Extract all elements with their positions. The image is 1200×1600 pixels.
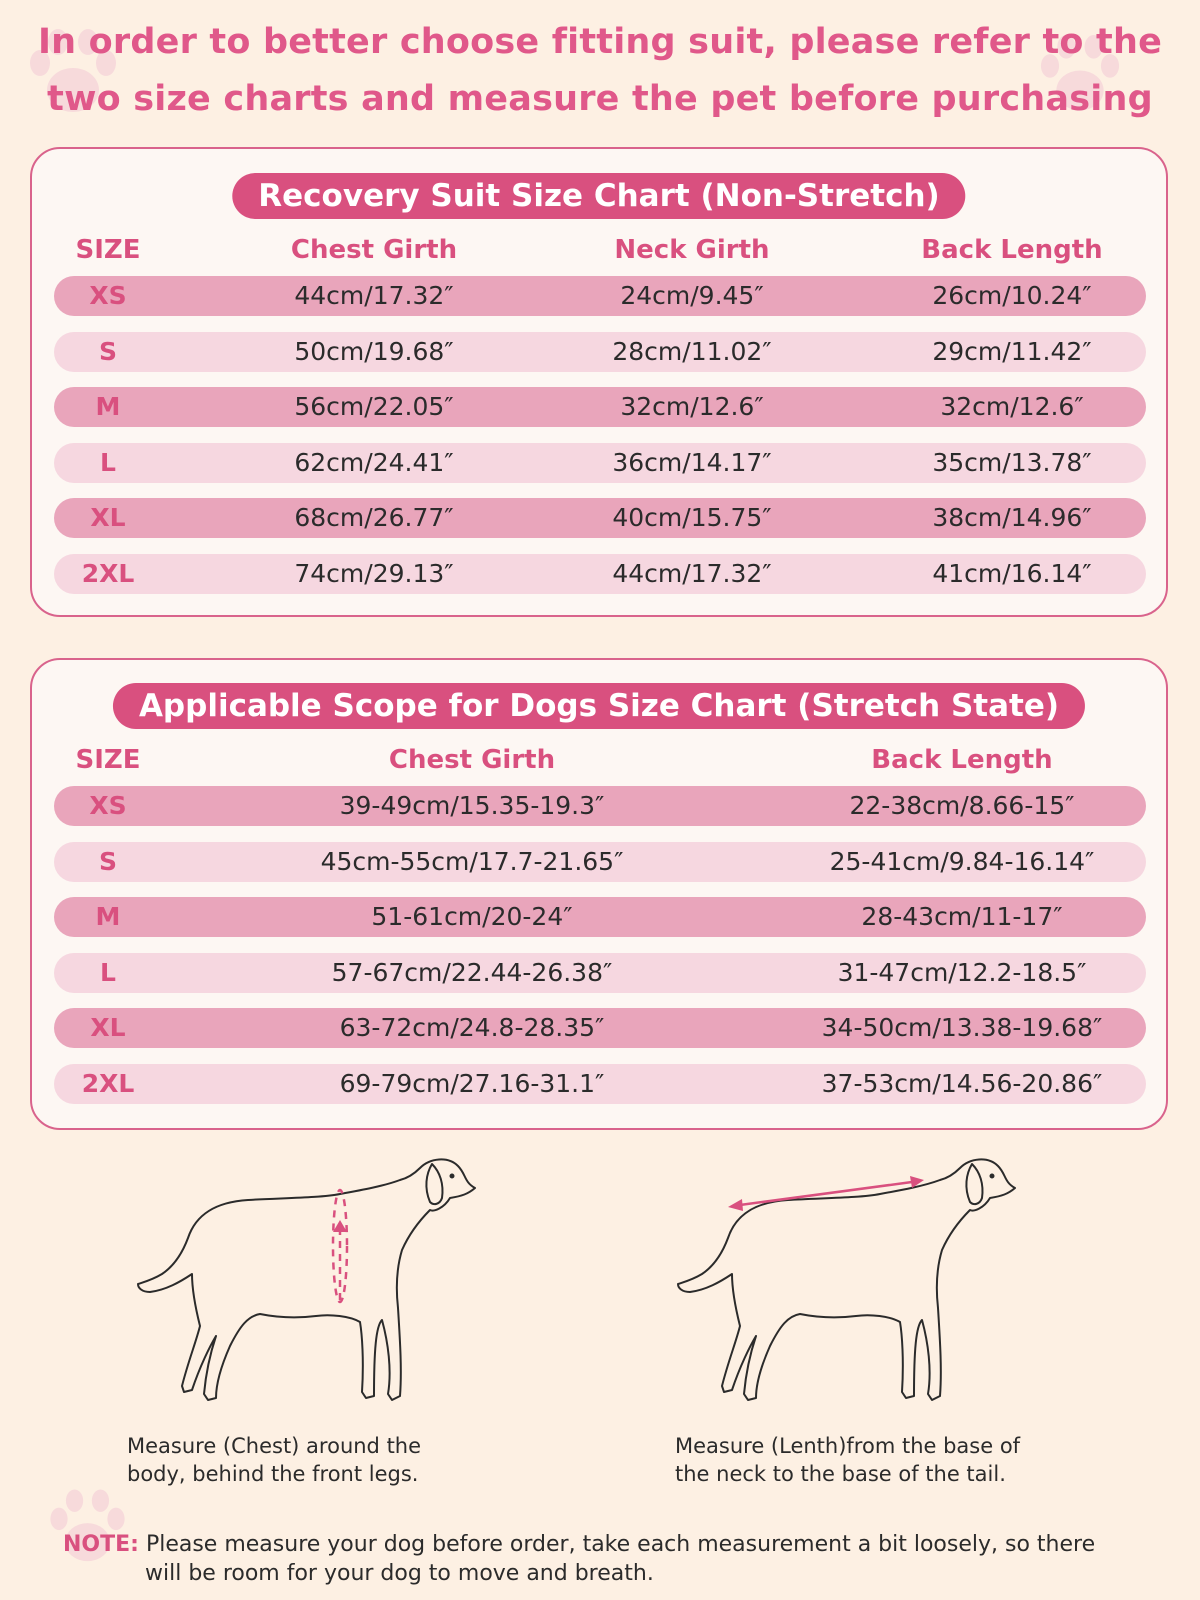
note-label: NOTE: (63, 1532, 139, 1557)
measurement-cell: 29cm/11.42″ (932, 336, 1092, 366)
measurement-cell: 74cm/29.13″ (294, 558, 454, 588)
measurement-cell: 40cm/15.75″ (612, 503, 772, 532)
measurement-cell: 28-43cm/11-17″ (861, 902, 1063, 931)
measurement-cell: 63-72cm/24.8-28.35″ (339, 1013, 605, 1042)
table-row (54, 953, 1146, 993)
table-row (54, 332, 1146, 372)
measurement-cell: 26cm/10.24″ (932, 281, 1092, 310)
measurement-cell: 32cm/12.6″ (940, 392, 1084, 421)
measurement-cell: 56cm/22.05″ (294, 392, 454, 421)
chart-title: Applicable Scope for Dogs Size Chart (Stretch State) (113, 683, 1085, 729)
table-row (54, 276, 1146, 316)
size-cell: XS (89, 281, 127, 310)
length-measure-caption (675, 1432, 1020, 1488)
measurement-cell: 68cm/26.77″ (294, 503, 454, 532)
note-line-2: will be room for your dog to move and breath. (145, 1561, 654, 1586)
size-cell: XL (90, 1013, 126, 1042)
measurement-cell: 39-49cm/15.35-19.3″ (339, 791, 605, 820)
headline-line-2: two size charts and measure the pet before purchasing (47, 79, 1153, 119)
caption-line: the neck to the base of the tail. (675, 1462, 1006, 1486)
size-cell: S (98, 846, 117, 876)
measurement-cell: 41cm/16.14″ (932, 558, 1092, 588)
measurement-cell: 38cm/14.96″ (932, 503, 1092, 532)
measurement-cell: 28cm/11.02″ (612, 336, 772, 366)
chart-title: Recovery Suit Size Chart (Non-Stretch) (232, 173, 965, 219)
table-row (54, 897, 1146, 937)
measurement-cell: 24cm/9.45″ (620, 281, 764, 310)
size-cell: XS (89, 791, 127, 820)
size-cell: M (95, 392, 121, 421)
caption-line: Measure (Lenth)from the base of (675, 1434, 1021, 1458)
measurement-cell: 44cm/17.32″ (294, 281, 454, 310)
size-cell: L (100, 957, 116, 987)
column-header-size: SIZE (75, 235, 141, 265)
size-cell: S (98, 336, 117, 366)
column-header-chest-girth: Chest Girth (388, 745, 556, 775)
note (63, 1530, 1173, 1588)
dog-length-measure-illustration (670, 1150, 1030, 1420)
measurement-cell: 50cm/19.68″ (294, 336, 454, 366)
measurement-cell: 34-50cm/13.38-19.68″ (821, 1013, 1103, 1042)
size-cell: 2XL (81, 558, 135, 588)
size-cell: 2XL (81, 1068, 135, 1098)
size-cell: M (95, 902, 121, 931)
size-chart-stretch (30, 658, 1168, 1130)
measurement-cell: 69-79cm/27.16-31.1″ (339, 1068, 605, 1098)
column-header-chest-girth: Chest Girth (290, 235, 458, 265)
measurement-cell: 22-38cm/8.66-15″ (849, 791, 1075, 820)
measure-arrow-icon (728, 1199, 743, 1211)
measurement-cell: 35cm/13.78″ (932, 447, 1092, 477)
table-row (54, 443, 1146, 483)
column-header-neck-girth: Neck Girth (614, 235, 770, 265)
note-line-1: Please measure your dog before order, take each measurement a bit loosely, so there (145, 1532, 1096, 1557)
measurement-cell: 37-53cm/14.56-20.86″ (821, 1068, 1103, 1098)
measurement-cell: 25-41cm/9.84-16.14″ (829, 846, 1095, 876)
measurement-cell: 57-67cm/22.44-26.38″ (331, 957, 613, 987)
size-cell: L (100, 447, 116, 477)
caption-line: Measure (Chest) around the (127, 1434, 422, 1458)
size-chart-non-stretch (30, 147, 1168, 617)
table-row (54, 498, 1146, 538)
measurement-cell: 45cm-55cm/17.7-21.65″ (320, 846, 624, 876)
measurement-cell: 32cm/12.6″ (620, 392, 764, 421)
table-row (54, 842, 1146, 882)
table-row (54, 554, 1146, 594)
column-header-back-length: Back Length (921, 235, 1103, 265)
table-row (54, 1008, 1146, 1048)
table-row (54, 786, 1146, 826)
measurement-cell: 62cm/24.41″ (294, 447, 454, 477)
column-header-back-length: Back Length (871, 745, 1053, 775)
measurement-cell: 44cm/17.32″ (612, 558, 772, 588)
caption-line: body, behind the front legs. (127, 1462, 419, 1486)
measurement-cell: 51-61cm/20-24″ (371, 902, 573, 931)
table-row (54, 387, 1146, 427)
headline (20, 14, 1180, 128)
measurement-cell: 36cm/14.17″ (612, 447, 772, 477)
column-header-size: SIZE (75, 745, 141, 775)
headline-line-1: In order to better choose fitting suit, please refer to the (37, 22, 1163, 62)
dog-chest-measure-illustration (130, 1150, 490, 1420)
measurement-cell: 31-47cm/12.2-18.5″ (837, 957, 1087, 987)
table-row (54, 1064, 1146, 1104)
size-cell: XL (90, 503, 126, 532)
chest-measure-caption (127, 1432, 421, 1488)
